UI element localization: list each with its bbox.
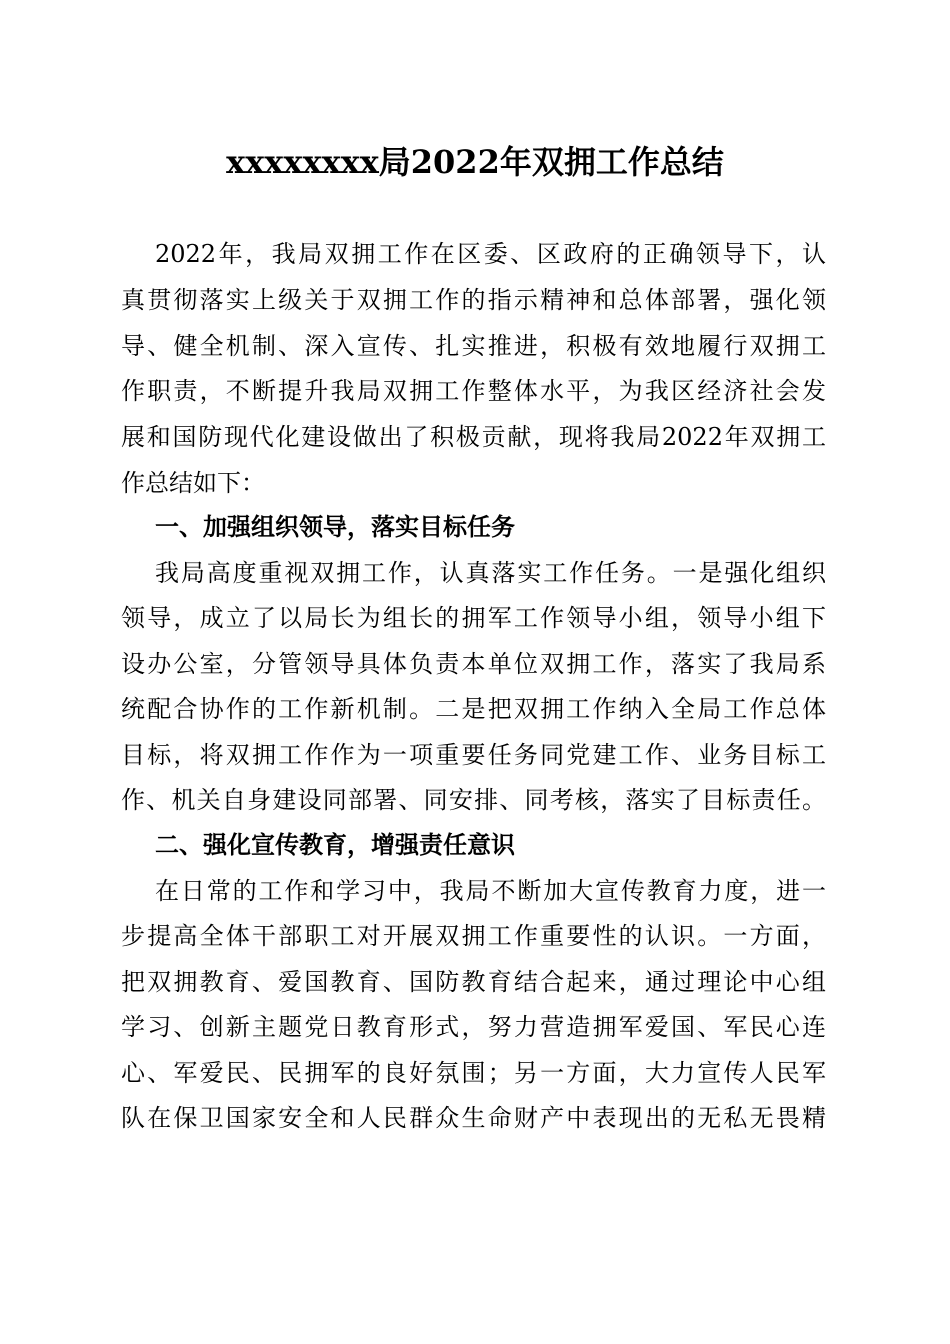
- section-1-line-4: 统配合协作的工作新机制。二是把双拥工作纳入全局工作总体: [121, 695, 826, 723]
- section-1-line-5: 目标，将双拥工作作为一项重要任务同党建工作、业务目标工: [121, 741, 826, 769]
- section-1-line-6: 作、机关自身建设同部署、同安排、同考核，落实了目标责任。: [121, 786, 826, 814]
- section-2-line-2: 步提高全体干部职工对开展双拥工作重要性的认识。一方面，: [121, 922, 826, 950]
- intro-line-6: 作总结如下：: [121, 469, 265, 497]
- section-2-line-5: 心、军爱民、民拥军的良好氛围；另一方面，大力宣传人民军: [121, 1059, 826, 1087]
- section-1-line-1: 我局高度重视双拥工作，认真落实工作任务。一是强化组织: [155, 559, 826, 587]
- section-2-heading: 二、强化宣传教育，增强责任意识: [155, 831, 515, 859]
- intro-line-5: 展和国防现代化建设做出了积极贡献，现将我局2022年双拥工: [121, 423, 826, 451]
- section-1-heading: 一、加强组织领导，落实目标任务: [155, 513, 515, 541]
- section-2-line-4: 学习、创新主题党日教育形式，努力营造拥军爱国、军民心连: [121, 1013, 826, 1041]
- section-1-line-2: 领导，成立了以局长为组长的拥军工作领导小组，领导小组下: [121, 604, 826, 632]
- intro-line-4: 作职责，不断提升我局双拥工作整体水平，为我区经济社会发: [121, 377, 826, 405]
- section-2-line-3: 把双拥教育、爱国教育、国防教育结合起来，通过理论中心组: [121, 968, 826, 996]
- intro-line-2: 真贯彻落实上级关于双拥工作的指示精神和总体部署，强化领: [121, 286, 826, 314]
- intro-line-3: 导、健全机制、深入宣传、扎实推进，积极有效地履行双拥工: [121, 332, 826, 360]
- section-2-line-6: 队在保卫国家安全和人民群众生命财产中表现出的无私无畏精: [121, 1104, 826, 1132]
- section-1-line-3: 设办公室，分管领导具体负责本单位双拥工作，落实了我局系: [121, 650, 826, 678]
- intro-line-1: 2022年，我局双拥工作在区委、区政府的正确领导下，认: [155, 240, 826, 268]
- section-2-line-1: 在日常的工作和学习中，我局不断加大宣传教育力度，进一: [155, 877, 826, 905]
- document-title: xxxxxxxx局2022年双拥工作总结: [226, 143, 724, 181]
